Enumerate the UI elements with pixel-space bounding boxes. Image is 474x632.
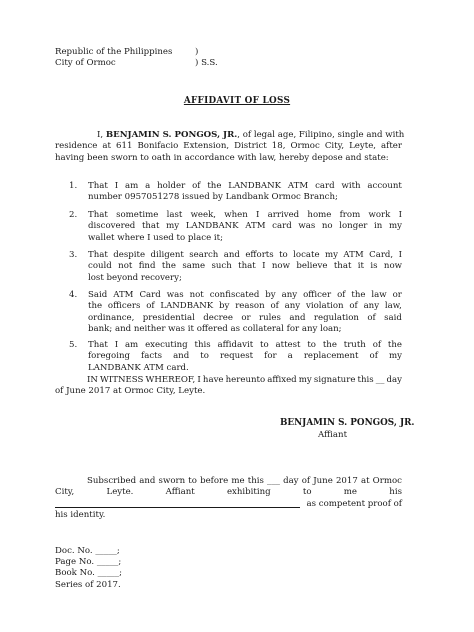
list-item: 4. Said ATM Card was not confiscated by any officer of the law or the officers of LANDBANK by reason of any violation of any law, ordinance, presidential decree or rules and regulation of said bank; and neither was it offered as collateral for any loan; (69, 290, 402, 335)
intro-line-2: residence at 611 Bonifacio Extension, District 18, Ormoc City, Leyte, after (55, 141, 402, 152)
list-item: 2. That sometime last week, when I arrived home from work I discovered that my LANDBANK ATM card was no longer in my wallet where I used to place it; (69, 210, 402, 243)
intro-line-3: having been sworn to oath in accordance with law, hereby depose and state: (55, 152, 389, 163)
venue-ss: ) S.S. (195, 58, 218, 68)
book-number: Book No. _____; (55, 568, 122, 579)
item-number: 5. (69, 340, 78, 350)
doc-number: Doc. No. _____; (55, 546, 120, 556)
intro-paragraph (55, 130, 405, 164)
jurat-line-3: as competent proof of (55, 499, 402, 510)
docket-block (55, 546, 122, 591)
venue-city: City of Ormoc (55, 58, 116, 68)
series-year: Series of 2017. (55, 579, 121, 590)
jurat-line-2: City, Leyte. Affiant exhibiting to me his (55, 487, 402, 498)
list-item: 1. That I am a holder of the LANDBANK ATM card with account number 0957051278 issued by Landbank Ormoc Branch; (69, 181, 402, 203)
witness-line-1: IN WITNESS WHEREOF, I have hereunto affixed my signature this __ day (87, 375, 402, 385)
list-item: 3. That despite diligent search and efforts to locate my ATM Card, I could not find the same such that I now believe that it is now lost beyond recovery; (69, 250, 402, 283)
affiant-role: Affiant (318, 430, 348, 440)
item-number: 2. (69, 210, 78, 220)
jurat-line-1: Subscribed and sworn to before me this ___ day of June 2017 at Ormoc (87, 476, 402, 486)
witness-line-2: of June 2017 at Ormoc City, Leyte. (55, 386, 206, 397)
id-blank-line (55, 499, 300, 508)
list-item: 5. That I am executing this affidavit to attest to the truth of the foregoing facts and to request for a replacement of my LANDBANK ATM card. (69, 340, 402, 373)
venue-country: Republic of the Philippines (55, 47, 173, 57)
document-title: AFFIDAVIT OF LOSS (183, 96, 291, 106)
jurat-line-4: his identity. (55, 510, 106, 521)
intro-line-1: I, BENJAMIN S. PONGOS, JR., of legal age, Filipino, single and with (97, 130, 405, 140)
affiant-name-inline: BENJAMIN S. PONGOS, JR. (105, 130, 238, 140)
item-number: 3. (69, 250, 78, 260)
page-number: Page No. _____; (55, 557, 122, 568)
item-number: 1. (69, 181, 78, 191)
witness-paragraph (55, 375, 402, 398)
jurat-paragraph (55, 476, 402, 522)
affiant-signature-name: BENJAMIN S. PONGOS, JR. (280, 418, 415, 428)
venue-bracket: ) (195, 47, 199, 57)
item-number: 4. (69, 290, 78, 300)
